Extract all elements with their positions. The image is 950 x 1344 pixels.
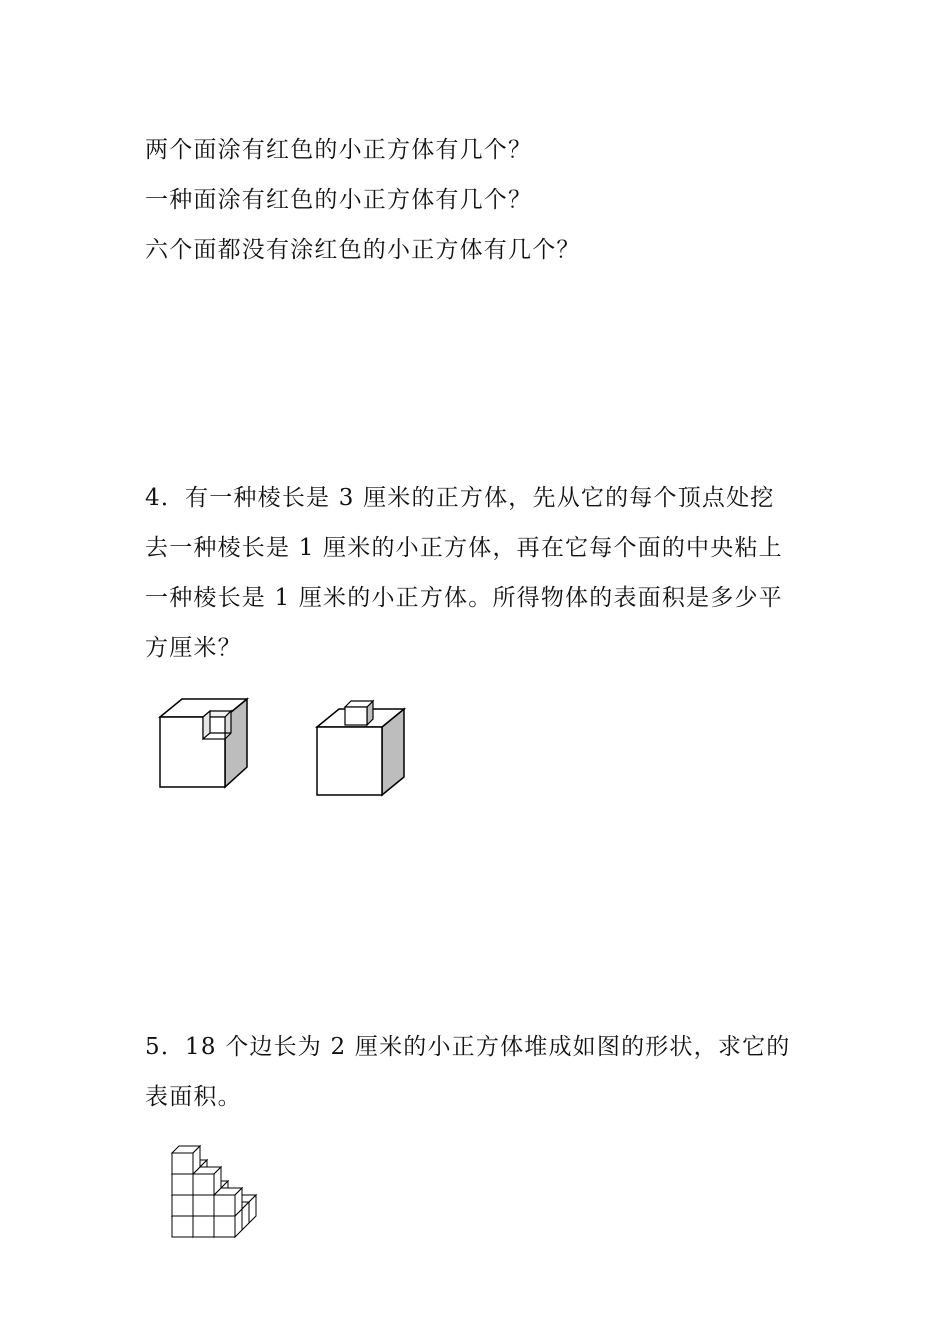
small-cube (214, 1188, 242, 1216)
q4-line-1: 4．有一种棱长是 3 厘米的正方体，先从它的每个顶点处挖 (145, 485, 775, 511)
q4-line-2: 去一种棱长是 1 厘米的小正方体，再在它每个面的中央粘上 (145, 535, 783, 561)
q5-line-1: 5．18 个边长为 2 厘米的小正方体堆成如图的形状，求它的 (145, 1034, 791, 1060)
q3-line-2: 一种面涂有红色的小正方体有几个？ (145, 187, 533, 213)
cube-with-attached-cube-figure (312, 693, 412, 801)
q4-line-3: 一种棱长是 1 厘米的小正方体。所得物体的表面积是多少平 (145, 585, 783, 611)
q3-line-1: 两个面涂有红色的小正方体有几个？ (145, 137, 533, 163)
small-cube (193, 1167, 221, 1195)
q4-line-4: 方厘米？ (145, 635, 242, 661)
q5-line-2: 表面积。 (145, 1084, 242, 1110)
stacked-cubes-drawing (168, 1125, 268, 1241)
stacked-cubes-figure (168, 1125, 268, 1241)
q3-line-3: 六个面都没有涂红色的小正方体有几个？ (145, 237, 581, 263)
small-cube (172, 1146, 200, 1174)
cube-corner-cut-figure (155, 695, 255, 791)
